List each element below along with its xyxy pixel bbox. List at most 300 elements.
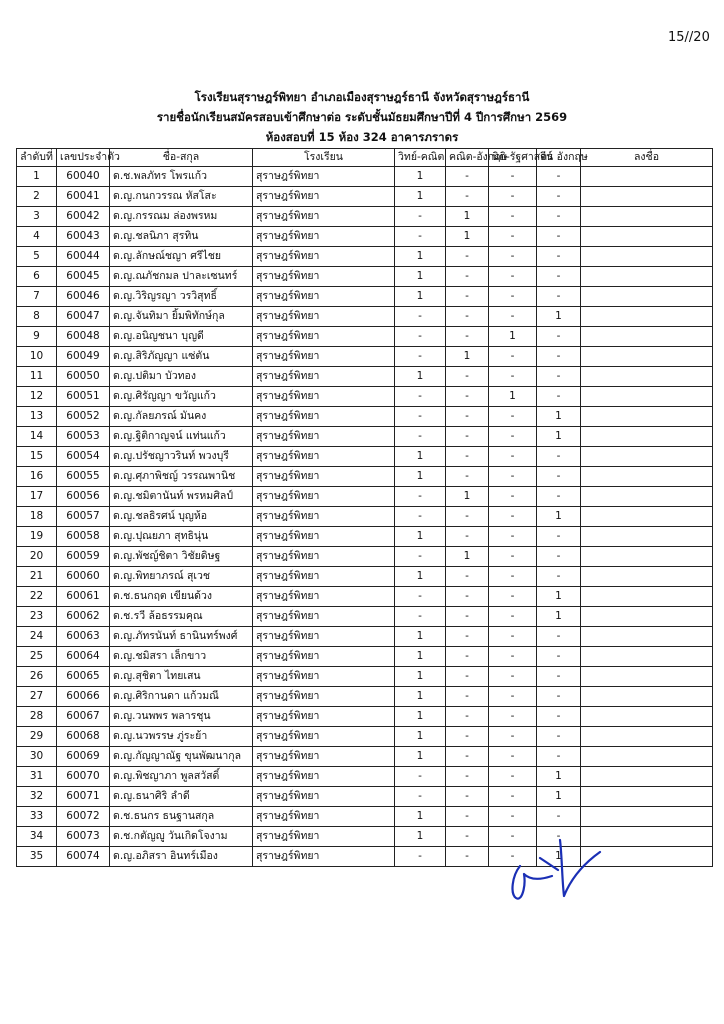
cell-chinese-eng: - xyxy=(537,447,581,467)
cell-student-name: ด.ช.รวี ล้อธรรมคุณ xyxy=(110,607,253,627)
column-header-order: ลำดับที่ xyxy=(17,149,57,167)
cell-law-polsci: - xyxy=(489,687,537,707)
cell-school: สุราษฎร์พิทยา xyxy=(253,347,395,367)
cell-signature xyxy=(581,687,713,707)
cell-order: 24 xyxy=(17,627,57,647)
cell-student-name: ด.ญ.อภิสรา อินทร์เมือง xyxy=(110,847,253,867)
student-roster-table xyxy=(16,148,713,867)
column-header-math-eng: คณิต-อังกฤษ xyxy=(446,149,489,167)
cell-chinese-eng: 1 xyxy=(537,767,581,787)
cell-student-name: ด.ญ.นวพรรษ ภู่ระย้า xyxy=(110,727,253,747)
cell-order: 26 xyxy=(17,667,57,687)
cell-order: 27 xyxy=(17,687,57,707)
cell-student-id: 60067 xyxy=(57,707,110,727)
cell-order: 2 xyxy=(17,187,57,207)
cell-chinese-eng: - xyxy=(537,387,581,407)
cell-signature xyxy=(581,187,713,207)
cell-signature xyxy=(581,507,713,527)
cell-student-id: 60050 xyxy=(57,367,110,387)
cell-math-eng: 1 xyxy=(446,487,489,507)
cell-student-name: ด.ญ.กัลยภรณ์ มันคง xyxy=(110,407,253,427)
cell-math-eng: - xyxy=(446,587,489,607)
table-row xyxy=(17,227,713,247)
cell-order: 15 xyxy=(17,447,57,467)
cell-order: 20 xyxy=(17,547,57,567)
cell-signature xyxy=(581,587,713,607)
cell-math-eng: - xyxy=(446,827,489,847)
cell-sci-math: - xyxy=(395,347,446,367)
cell-chinese-eng: 1 xyxy=(537,507,581,527)
cell-chinese-eng: - xyxy=(537,207,581,227)
cell-student-id: 60058 xyxy=(57,527,110,547)
cell-sci-math: 1 xyxy=(395,727,446,747)
cell-student-id: 60060 xyxy=(57,567,110,587)
column-header-chinese-eng: จีน อังกฤษ xyxy=(537,149,581,167)
table-row xyxy=(17,627,713,647)
column-header-signature: ลงชื่อ xyxy=(581,149,713,167)
cell-sci-math: - xyxy=(395,407,446,427)
table-row xyxy=(17,447,713,467)
cell-order: 6 xyxy=(17,267,57,287)
cell-order: 34 xyxy=(17,827,57,847)
cell-school: สุราษฎร์พิทยา xyxy=(253,667,395,687)
cell-student-name: ด.ญ.พิทยาภรณ์ สุเวช xyxy=(110,567,253,587)
cell-law-polsci: - xyxy=(489,727,537,747)
cell-order: 30 xyxy=(17,747,57,767)
cell-student-id: 60048 xyxy=(57,327,110,347)
cell-school: สุราษฎร์พิทยา xyxy=(253,187,395,207)
cell-math-eng: - xyxy=(446,267,489,287)
cell-order: 3 xyxy=(17,207,57,227)
cell-chinese-eng: 1 xyxy=(537,307,581,327)
cell-student-name: ด.ญ.ศิรัญญา ขวัญแก้ว xyxy=(110,387,253,407)
cell-sci-math: 1 xyxy=(395,627,446,647)
table-row xyxy=(17,187,713,207)
cell-student-name: ด.ญ.ชมิสรา เล็กขาว xyxy=(110,647,253,667)
cell-math-eng: 1 xyxy=(446,207,489,227)
cell-signature xyxy=(581,327,713,347)
cell-law-polsci: - xyxy=(489,587,537,607)
cell-student-id: 60069 xyxy=(57,747,110,767)
cell-sci-math: - xyxy=(395,427,446,447)
cell-student-name: ด.ญ.กัญญาณัฐ ขุนพัฒนากุล xyxy=(110,747,253,767)
cell-law-polsci: - xyxy=(489,707,537,727)
table-row xyxy=(17,427,713,447)
cell-student-id: 60072 xyxy=(57,807,110,827)
cell-student-id: 60064 xyxy=(57,647,110,667)
cell-student-name: ด.ช.พลภัทร โพรแก้ว xyxy=(110,167,253,187)
cell-student-id: 60055 xyxy=(57,467,110,487)
cell-math-eng: - xyxy=(446,687,489,707)
cell-law-polsci: - xyxy=(489,827,537,847)
cell-math-eng: - xyxy=(446,167,489,187)
cell-school: สุราษฎร์พิทยา xyxy=(253,507,395,527)
cell-school: สุราษฎร์พิทยา xyxy=(253,647,395,667)
cell-law-polsci: - xyxy=(489,407,537,427)
cell-sci-math: - xyxy=(395,767,446,787)
cell-student-name: ด.ญ.ปรัชญาวรินท์ พวงบุรี xyxy=(110,447,253,467)
cell-student-name: ด.ญ.ธนาศิริ ลำดี xyxy=(110,787,253,807)
cell-math-eng: - xyxy=(446,567,489,587)
cell-student-name: ด.ช.ธนกร ธนฐานสกุล xyxy=(110,807,253,827)
cell-sci-math: 1 xyxy=(395,747,446,767)
column-header-sci-math: วิทย์-คณิต xyxy=(395,149,446,167)
cell-sci-math: 1 xyxy=(395,687,446,707)
cell-school: สุราษฎร์พิทยา xyxy=(253,367,395,387)
cell-signature xyxy=(581,167,713,187)
cell-signature xyxy=(581,707,713,727)
cell-sci-math: 1 xyxy=(395,447,446,467)
table-row xyxy=(17,387,713,407)
cell-chinese-eng: - xyxy=(537,227,581,247)
cell-order: 8 xyxy=(17,307,57,327)
cell-chinese-eng: - xyxy=(537,247,581,267)
cell-school: สุราษฎร์พิทยา xyxy=(253,327,395,347)
cell-order: 4 xyxy=(17,227,57,247)
cell-school: สุราษฎร์พิทยา xyxy=(253,207,395,227)
cell-law-polsci: 1 xyxy=(489,327,537,347)
cell-school: สุราษฎร์พิทยา xyxy=(253,807,395,827)
cell-signature xyxy=(581,407,713,427)
cell-math-eng: - xyxy=(446,407,489,427)
cell-student-id: 60057 xyxy=(57,507,110,527)
cell-signature xyxy=(581,447,713,467)
cell-sci-math: 1 xyxy=(395,187,446,207)
cell-math-eng: - xyxy=(446,247,489,267)
cell-student-id: 60053 xyxy=(57,427,110,447)
cell-school: สุราษฎร์พิทยา xyxy=(253,227,395,247)
column-header-school: โรงเรียน xyxy=(253,149,395,167)
cell-student-name: ด.ญ.วิริญรญา วรวิสุทธิ์ xyxy=(110,287,253,307)
table-row xyxy=(17,667,713,687)
cell-school: สุราษฎร์พิทยา xyxy=(253,627,395,647)
cell-sci-math: 1 xyxy=(395,647,446,667)
cell-chinese-eng: 1 xyxy=(537,607,581,627)
cell-law-polsci: - xyxy=(489,747,537,767)
table-row xyxy=(17,727,713,747)
cell-school: สุราษฎร์พิทยา xyxy=(253,387,395,407)
cell-signature xyxy=(581,487,713,507)
cell-school: สุราษฎร์พิทยา xyxy=(253,687,395,707)
handwritten-signature xyxy=(500,836,610,908)
cell-math-eng: 1 xyxy=(446,227,489,247)
cell-law-polsci: - xyxy=(489,847,537,867)
cell-sci-math: - xyxy=(395,547,446,567)
cell-sci-math: 1 xyxy=(395,367,446,387)
cell-order: 18 xyxy=(17,507,57,527)
cell-sci-math: - xyxy=(395,327,446,347)
cell-school: สุราษฎร์พิทยา xyxy=(253,287,395,307)
cell-signature xyxy=(581,467,713,487)
cell-math-eng: - xyxy=(446,387,489,407)
table-row xyxy=(17,307,713,327)
cell-signature xyxy=(581,627,713,647)
cell-school: สุราษฎร์พิทยา xyxy=(253,167,395,187)
table-row xyxy=(17,367,713,387)
table-row xyxy=(17,207,713,227)
cell-student-id: 60045 xyxy=(57,267,110,287)
cell-signature xyxy=(581,807,713,827)
cell-school: สุราษฎร์พิทยา xyxy=(253,547,395,567)
table-row xyxy=(17,287,713,307)
cell-law-polsci: - xyxy=(489,287,537,307)
cell-order: 12 xyxy=(17,387,57,407)
cell-order: 32 xyxy=(17,787,57,807)
cell-student-id: 60073 xyxy=(57,827,110,847)
cell-sci-math: 1 xyxy=(395,827,446,847)
page-number: 15//20 xyxy=(668,30,710,45)
cell-sci-math: 1 xyxy=(395,467,446,487)
cell-signature xyxy=(581,607,713,627)
document-header xyxy=(0,87,724,147)
cell-student-name: ด.ญ.กนกวรรณ หัสโสะ xyxy=(110,187,253,207)
cell-chinese-eng: - xyxy=(537,487,581,507)
cell-math-eng: - xyxy=(446,767,489,787)
cell-order: 31 xyxy=(17,767,57,787)
cell-student-id: 60052 xyxy=(57,407,110,427)
cell-student-name: ด.ญ.ปุณยภา สุทธินุ่น xyxy=(110,527,253,547)
cell-student-id: 60065 xyxy=(57,667,110,687)
cell-student-id: 60041 xyxy=(57,187,110,207)
cell-student-name: ด.ญ.วนพพร พลารชุน xyxy=(110,707,253,727)
cell-student-id: 60051 xyxy=(57,387,110,407)
table-row xyxy=(17,647,713,667)
cell-school: สุราษฎร์พิทยา xyxy=(253,267,395,287)
cell-order: 21 xyxy=(17,567,57,587)
cell-student-name: ด.ญ.อนิญชนา บุญดี xyxy=(110,327,253,347)
cell-school: สุราษฎร์พิทยา xyxy=(253,827,395,847)
cell-school: สุราษฎร์พิทยา xyxy=(253,467,395,487)
cell-chinese-eng: - xyxy=(537,647,581,667)
cell-sci-math: 1 xyxy=(395,567,446,587)
cell-chinese-eng: - xyxy=(537,747,581,767)
cell-chinese-eng: 1 xyxy=(537,407,581,427)
table-row xyxy=(17,267,713,287)
cell-law-polsci: - xyxy=(489,647,537,667)
cell-chinese-eng: - xyxy=(537,327,581,347)
cell-chinese-eng: - xyxy=(537,707,581,727)
cell-order: 22 xyxy=(17,587,57,607)
cell-math-eng: - xyxy=(446,747,489,767)
cell-signature xyxy=(581,347,713,367)
table-row xyxy=(17,567,713,587)
cell-math-eng: - xyxy=(446,187,489,207)
table-row xyxy=(17,587,713,607)
cell-order: 25 xyxy=(17,647,57,667)
cell-student-name: ด.ญ.ชมิตานันท์ พรหมศิลป์ xyxy=(110,487,253,507)
cell-student-name: ด.ญ.ชลนิภา สุรทิน xyxy=(110,227,253,247)
cell-chinese-eng: - xyxy=(537,267,581,287)
cell-sci-math: - xyxy=(395,847,446,867)
table-row xyxy=(17,747,713,767)
cell-student-name: ด.ญ.ชลธิรศน์ บุญห้อ xyxy=(110,507,253,527)
cell-signature xyxy=(581,767,713,787)
cell-law-polsci: - xyxy=(489,187,537,207)
cell-math-eng: - xyxy=(446,427,489,447)
cell-student-name: ด.ญ.ณภัชกมล ปาละเซนทร์ xyxy=(110,267,253,287)
cell-student-id: 60056 xyxy=(57,487,110,507)
cell-math-eng: - xyxy=(446,327,489,347)
cell-order: 9 xyxy=(17,327,57,347)
cell-sci-math: - xyxy=(395,227,446,247)
cell-chinese-eng: 1 xyxy=(537,787,581,807)
cell-law-polsci: - xyxy=(489,507,537,527)
cell-school: สุราษฎร์พิทยา xyxy=(253,727,395,747)
cell-signature xyxy=(581,387,713,407)
cell-signature xyxy=(581,367,713,387)
cell-law-polsci: - xyxy=(489,167,537,187)
cell-signature xyxy=(581,667,713,687)
cell-law-polsci: - xyxy=(489,807,537,827)
cell-order: 7 xyxy=(17,287,57,307)
cell-law-polsci: - xyxy=(489,487,537,507)
cell-student-name: ด.ญ.ลักษณ์ชญา ศรีไชย xyxy=(110,247,253,267)
cell-sci-math: 1 xyxy=(395,527,446,547)
cell-law-polsci: - xyxy=(489,447,537,467)
cell-school: สุราษฎร์พิทยา xyxy=(253,307,395,327)
column-header-id: เลขประจำตัว xyxy=(57,149,110,167)
cell-chinese-eng: - xyxy=(537,367,581,387)
cell-sci-math: - xyxy=(395,387,446,407)
cell-school: สุราษฎร์พิทยา xyxy=(253,847,395,867)
cell-law-polsci: - xyxy=(489,467,537,487)
table-row xyxy=(17,787,713,807)
cell-order: 29 xyxy=(17,727,57,747)
table-row xyxy=(17,527,713,547)
cell-math-eng: - xyxy=(446,667,489,687)
column-header-name: ชื่อ-สกุล xyxy=(110,149,253,167)
cell-sci-math: 1 xyxy=(395,707,446,727)
cell-law-polsci: - xyxy=(489,527,537,547)
table-row xyxy=(17,167,713,187)
cell-student-id: 60054 xyxy=(57,447,110,467)
cell-student-id: 60074 xyxy=(57,847,110,867)
cell-sci-math: 1 xyxy=(395,167,446,187)
cell-math-eng: - xyxy=(446,787,489,807)
cell-student-id: 60046 xyxy=(57,287,110,307)
cell-school: สุราษฎร์พิทยา xyxy=(253,447,395,467)
cell-student-name: ด.ญ.จันทิมา ยิ้มพิทักษ์กุล xyxy=(110,307,253,327)
cell-sci-math: - xyxy=(395,787,446,807)
table-header-row xyxy=(17,149,713,167)
cell-chinese-eng: 1 xyxy=(537,847,581,867)
cell-chinese-eng: - xyxy=(537,827,581,847)
cell-student-id: 60044 xyxy=(57,247,110,267)
cell-chinese-eng: - xyxy=(537,667,581,687)
table-row xyxy=(17,807,713,827)
cell-math-eng: - xyxy=(446,847,489,867)
table-row xyxy=(17,767,713,787)
cell-student-name: ด.ญ.ปติมา บัวทอง xyxy=(110,367,253,387)
cell-signature xyxy=(581,567,713,587)
cell-sci-math: 1 xyxy=(395,287,446,307)
cell-signature xyxy=(581,287,713,307)
cell-signature xyxy=(581,207,713,227)
cell-law-polsci: - xyxy=(489,627,537,647)
cell-math-eng: - xyxy=(446,607,489,627)
table-row xyxy=(17,247,713,267)
cell-law-polsci: - xyxy=(489,427,537,447)
cell-school: สุราษฎร์พิทยา xyxy=(253,787,395,807)
cell-chinese-eng: - xyxy=(537,287,581,307)
cell-law-polsci: - xyxy=(489,607,537,627)
cell-math-eng: - xyxy=(446,507,489,527)
cell-signature xyxy=(581,427,713,447)
cell-sci-math: 1 xyxy=(395,807,446,827)
table-row xyxy=(17,347,713,367)
cell-student-id: 60061 xyxy=(57,587,110,607)
cell-order: 17 xyxy=(17,487,57,507)
cell-order: 33 xyxy=(17,807,57,827)
cell-student-id: 60070 xyxy=(57,767,110,787)
cell-chinese-eng: - xyxy=(537,547,581,567)
cell-sci-math: - xyxy=(395,607,446,627)
cell-law-polsci: - xyxy=(489,247,537,267)
cell-school: สุราษฎร์พิทยา xyxy=(253,247,395,267)
cell-order: 5 xyxy=(17,247,57,267)
cell-law-polsci: - xyxy=(489,547,537,567)
cell-law-polsci: - xyxy=(489,667,537,687)
cell-sci-math: 1 xyxy=(395,667,446,687)
cell-student-id: 60066 xyxy=(57,687,110,707)
cell-student-id: 60040 xyxy=(57,167,110,187)
cell-chinese-eng: - xyxy=(537,347,581,367)
cell-law-polsci: - xyxy=(489,307,537,327)
cell-chinese-eng: - xyxy=(537,527,581,547)
cell-student-id: 60047 xyxy=(57,307,110,327)
cell-math-eng: - xyxy=(446,807,489,827)
cell-signature xyxy=(581,527,713,547)
cell-school: สุราษฎร์พิทยา xyxy=(253,487,395,507)
cell-sci-math: - xyxy=(395,507,446,527)
cell-student-id: 60059 xyxy=(57,547,110,567)
cell-order: 13 xyxy=(17,407,57,427)
cell-student-id: 60062 xyxy=(57,607,110,627)
exam-room-title: ห้องสอบที่ 15 ห้อง 324 อาคารภราดร xyxy=(265,130,459,144)
cell-signature xyxy=(581,307,713,327)
cell-signature xyxy=(581,647,713,667)
cell-law-polsci: - xyxy=(489,567,537,587)
cell-chinese-eng: - xyxy=(537,567,581,587)
cell-chinese-eng: - xyxy=(537,687,581,707)
cell-school: สุราษฎร์พิทยา xyxy=(253,767,395,787)
cell-chinese-eng: 1 xyxy=(537,587,581,607)
cell-student-name: ด.ญ.ศุภาพิชญ์ วรรณพานิช xyxy=(110,467,253,487)
cell-student-id: 60042 xyxy=(57,207,110,227)
cell-student-id: 60043 xyxy=(57,227,110,247)
table-row xyxy=(17,327,713,347)
cell-school: สุราษฎร์พิทยา xyxy=(253,527,395,547)
cell-chinese-eng: - xyxy=(537,167,581,187)
cell-school: สุราษฎร์พิทยา xyxy=(253,407,395,427)
cell-chinese-eng: 1 xyxy=(537,427,581,447)
cell-math-eng: - xyxy=(446,647,489,667)
cell-law-polsci: - xyxy=(489,767,537,787)
cell-math-eng: - xyxy=(446,287,489,307)
cell-chinese-eng: - xyxy=(537,627,581,647)
cell-law-polsci: - xyxy=(489,207,537,227)
cell-law-polsci: - xyxy=(489,347,537,367)
cell-law-polsci: - xyxy=(489,227,537,247)
cell-math-eng: - xyxy=(446,527,489,547)
cell-chinese-eng: - xyxy=(537,187,581,207)
cell-order: 19 xyxy=(17,527,57,547)
school-title: โรงเรียนสุราษฎร์พิทยา อำเภอเมืองสุราษฎร์ธานี จังหวัดสุราษฎร์ธานี xyxy=(194,90,530,104)
cell-sci-math: - xyxy=(395,487,446,507)
cell-order: 28 xyxy=(17,707,57,727)
cell-signature xyxy=(581,267,713,287)
cell-student-name: ด.ญ.ภัทรนันท์ ธานินทร์พงศ์ xyxy=(110,627,253,647)
